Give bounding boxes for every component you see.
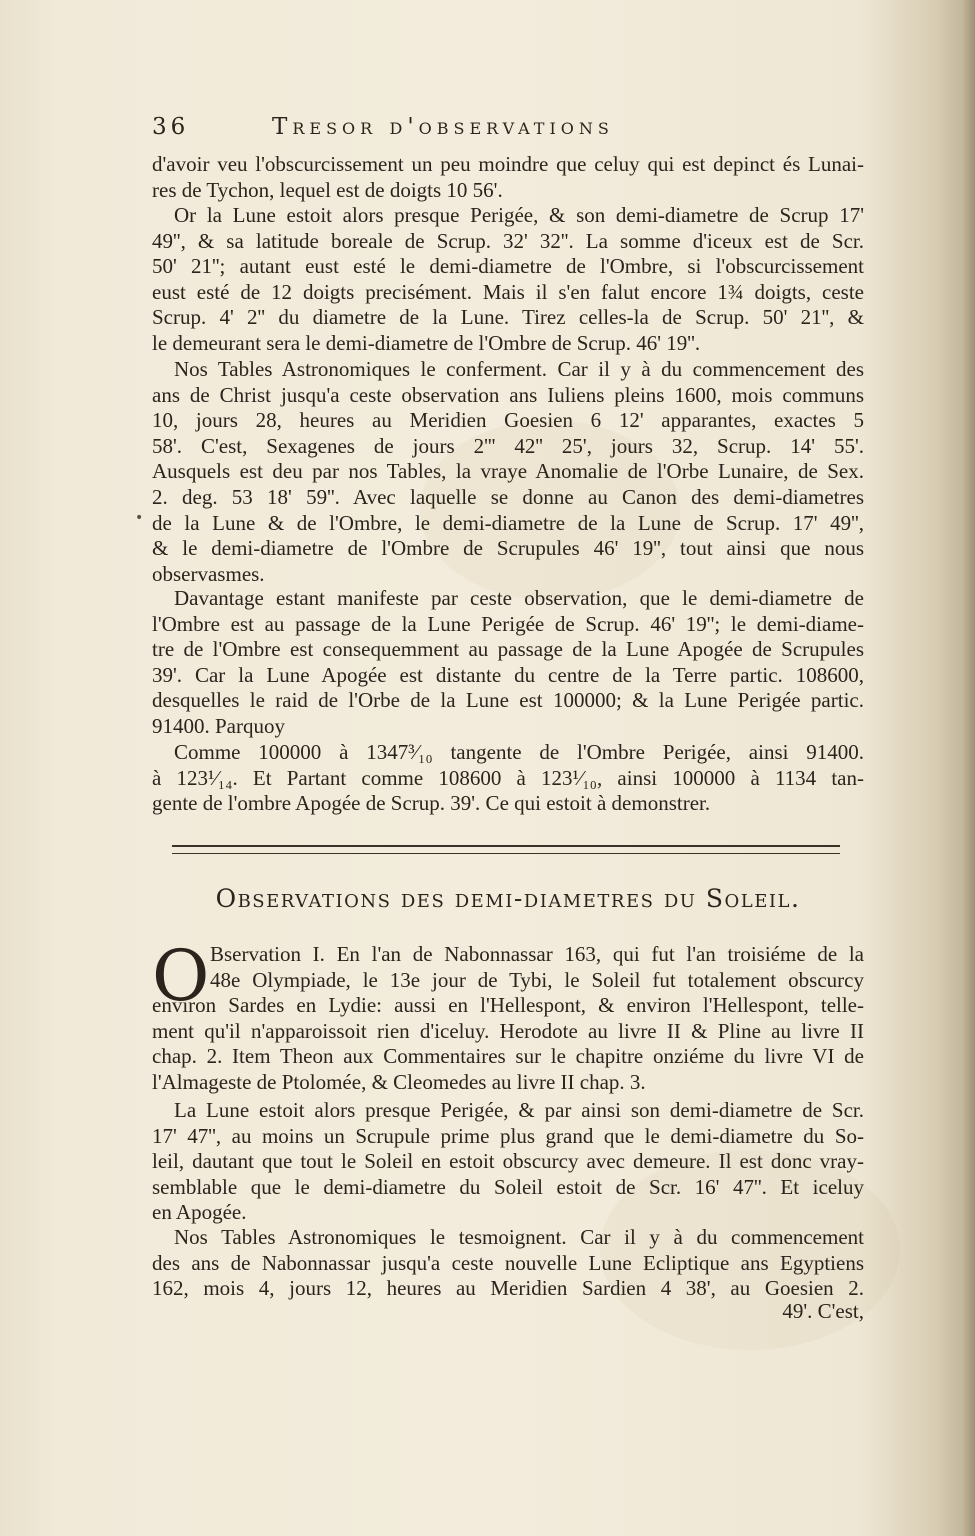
text-line: chap. 2. Item Theon aux Commentaires sur le chapitre onziéme du livre VI de <box>152 1044 864 1069</box>
margin-dot: • <box>135 510 144 526</box>
text-line: La Lune estoit alors presque Perigée, & par ainsi son demi-diametre de Scr. <box>174 1098 864 1122</box>
text-line: Davantage estant manifeste par ceste observation, que le demi-diametre de <box>174 586 864 610</box>
paragraph-5 <box>152 740 864 817</box>
text-line: Comme 100000 à 1347³⁄₁₀ tangente de l'Ombre Perigée, ainsi 91400. <box>174 740 864 764</box>
text-line: ment qu'il n'apparoissoit rien d'iceluy. Herodote au livre II & Pline au livre II <box>152 1018 864 1043</box>
text-line: observasmes. <box>152 561 265 586</box>
running-title: Tresor d'observations <box>272 114 614 140</box>
text-line: 91400. Parquoy <box>152 713 285 738</box>
text-line: d'avoir veu l'obscurcissement un peu moindre que celuy qui est depinct és Lunai- <box>152 152 864 176</box>
text-line: l'Almageste de Ptolomée, & Cleomedes au livre II chap. 3. <box>152 1069 646 1094</box>
text-line: gente de l'ombre Apogée de Scrup. 39'. Ce qui estoit à demonstrer. <box>152 791 711 816</box>
text-line: semblable que le demi-diametre du Soleil estoit de Scr. 16' 47''. Et iceluy <box>152 1174 864 1199</box>
paragraph-2 <box>152 203 864 357</box>
text-line: 2. deg. 53 18' 59''. Avec laquelle se donne au Canon des demi-diametres <box>152 484 864 509</box>
text-line: Ausquels est deu par nos Tables, la vraye Anomalie de l'Orbe Lunaire, de Sex. <box>152 459 864 484</box>
text-line: Bservation I. En l'an de Nabonnassar 163, qui fut l'an troisiéme de la <box>210 942 864 966</box>
text-line: à 123¹⁄₁₄. Et Partant comme 108600 à 123¹⁄₁₀, ainsi 100000 à 1134 tan- <box>152 765 864 790</box>
text-line: Nos Tables Astronomiques le tesmoignent. Car il y à du commencement <box>174 1225 864 1249</box>
section-title: Observations des demi-diametres du Soleil. <box>215 884 801 913</box>
catchword: 49'. C'est, <box>782 1299 864 1323</box>
text-line: l'Ombre est au passage de la Lune Perigée de Scrup. 46' 19''; le demi-diame- <box>152 611 864 636</box>
running-header <box>152 114 864 148</box>
text-line: 17' 47'', au moins un Scrupule prime plus grand que le demi-diametre du So- <box>152 1123 864 1148</box>
text-line: 10, jours 28, heures au Meridien Goesien 6 12' apparantes, exactes 5 <box>152 408 864 433</box>
paragraph-3 <box>152 357 864 587</box>
paragraph-7 <box>152 1098 864 1226</box>
text-line: 48e Olympiade, le 13e jour de Tybi, le Soleil fut totalement obscurcy <box>210 967 864 992</box>
text-line: Nos Tables Astronomiques le conferment. Car il y à du commencement des <box>174 357 864 381</box>
text-line: tre de l'Ombre est consequemment au passage de la Lune Apogée de Scrupules <box>152 637 864 662</box>
text-line: 162, mois 4, jours 12, heures au Meridien Sardien 4 38', au Goesien 2. <box>152 1276 864 1301</box>
text-line: 39'. Car la Lune Apogée est distante du centre de la Terre partic. 108600, <box>152 662 864 687</box>
text-line: leil, dautant que tout le Soleil en estoit obscurcy avec demeure. Il est donc vray- <box>152 1149 864 1174</box>
text-line: le demeurant sera le demi-diametre de l'Ombre de Scrup. 46' 19''. <box>152 330 701 355</box>
drop-capital: O <box>152 935 210 1017</box>
text-line: eust esté de 12 doigts precisément. Mais il s'en falut encore 1¾ doigts, ceste <box>152 279 864 304</box>
text-line: desquelles le raid de l'Orbe de la Lune est 100000; & la Lune Perigée partic. <box>152 688 864 713</box>
paragraph-6 <box>152 935 864 1096</box>
text-line: en Apogée. <box>152 1200 247 1225</box>
page-number: 36 <box>152 114 190 140</box>
text-line: ans de Christ jusqu'a ceste observation ans Iuliens pleins 1600, mois communs <box>152 382 864 407</box>
page-edge <box>961 0 975 1536</box>
text-line: & le demi-diametre de l'Ombre de Scrupules 46' 19'', tout ainsi que nous <box>152 536 864 561</box>
text-line: 49'', & sa latitude boreale de Scrup. 32' 32''. La somme d'iceux est de Scr. <box>152 228 864 253</box>
text-line: de la Lune & de l'Ombre, le demi-diametre de la Lune de Scrup. 17' 49'', <box>152 510 864 535</box>
section-divider <box>172 845 840 854</box>
paragraph-1 <box>152 152 864 203</box>
text-line: Scrup. 4' 2'' du diametre de la Lune. Tirez celles-la de Scrup. 50' 21'', & <box>152 305 864 330</box>
text-line: res de Tychon, lequel est de doigts 10 56'. <box>152 177 503 202</box>
paragraph-8 <box>152 1225 864 1302</box>
text-line: des ans de Nabonnassar jusqu'a ceste nouvelle Lune Ecliptique ans Egyptiens <box>152 1250 864 1275</box>
text-line: environ Sardes en Lydie: aussi en l'Hellespont, & environ l'Hellespont, telle- <box>152 993 864 1018</box>
text-line: Or la Lune estoit alors presque Perigée, & son demi-diametre de Scrup 17' <box>174 203 864 227</box>
text-line: 58'. C'est, Sexagenes de jours 2''' 42'' 25', jours 32, Scrup. 14' 55'. <box>152 433 864 458</box>
paragraph-4 <box>152 586 864 740</box>
text-line: 50' 21''; autant eust esté le demi-diametre de l'Ombre, si l'obscurcissement <box>152 254 864 279</box>
